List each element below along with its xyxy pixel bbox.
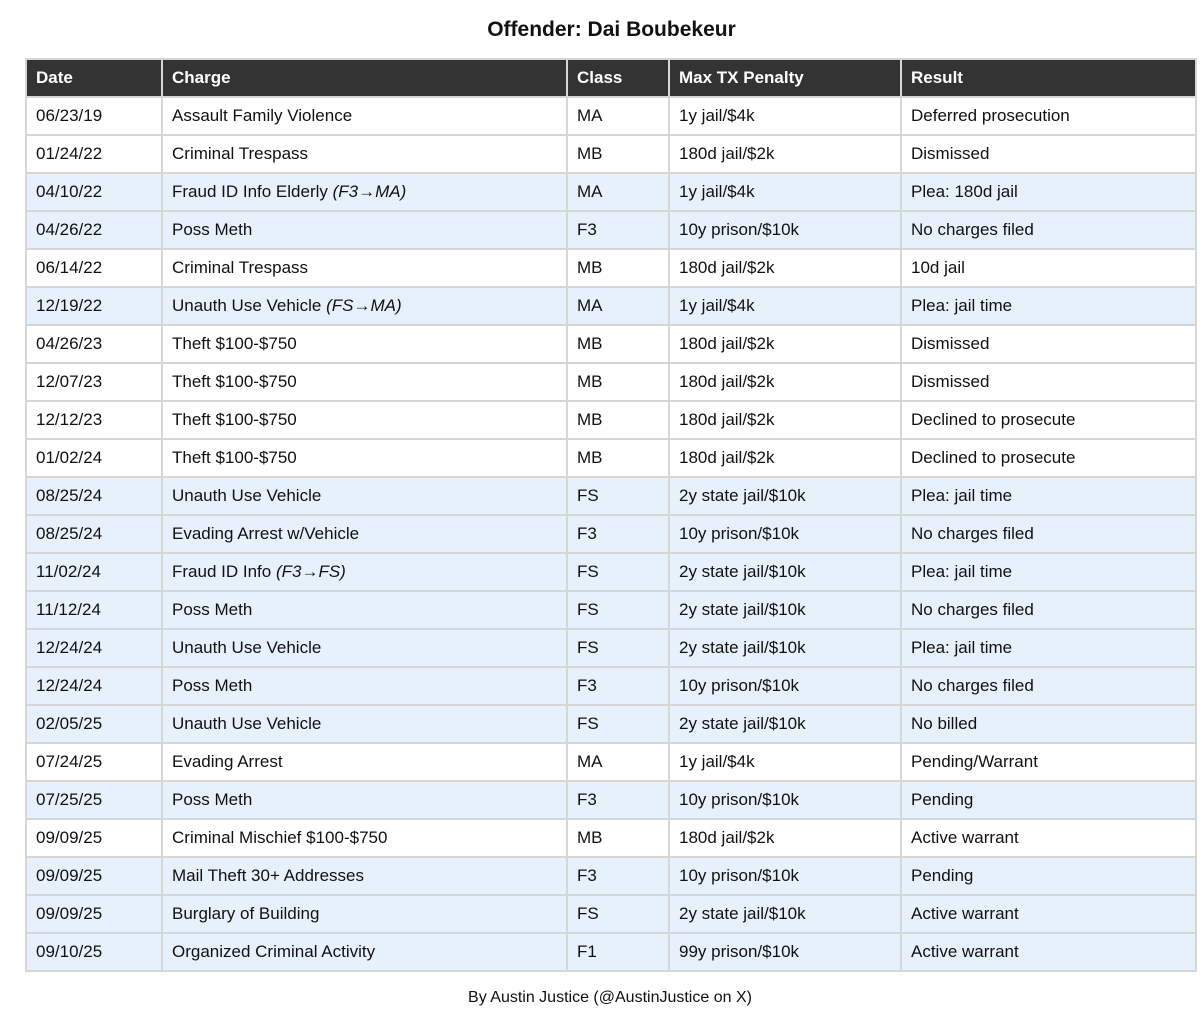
table-row [26,705,1196,743]
cell-charge [162,667,567,705]
charge-text: Criminal Trespass [172,144,309,163]
cell-result: No charges filed [901,515,1196,553]
cell-charge [162,629,567,667]
cell-charge [162,135,567,173]
cell-result: Declined to prosecute [901,401,1196,439]
table-row [26,173,1196,211]
cell-max-penalty: 180d jail/$2k [669,135,901,173]
charge-text: Evading Arrest w/Vehicle [172,524,360,543]
table-row [26,553,1196,591]
table-row [26,249,1196,287]
table-row [26,629,1196,667]
cell-charge [162,173,567,211]
cell-max-penalty: 10y prison/$10k [669,667,901,705]
cell-class: MA [567,743,669,781]
cell-charge [162,781,567,819]
cell-class: MB [567,401,669,439]
cell-date: 04/26/23 [26,325,162,363]
cell-date: 04/26/22 [26,211,162,249]
charge-text: Poss Meth [172,790,253,809]
cell-charge [162,705,567,743]
cell-max-penalty: 2y state jail/$10k [669,553,901,591]
cell-max-penalty: 1y jail/$4k [669,97,901,135]
charge-text: Unauth Use Vehicle [172,296,322,315]
cell-max-penalty: 180d jail/$2k [669,363,901,401]
cell-result: Pending [901,857,1196,895]
charge-text: Unauth Use Vehicle [172,714,322,733]
cell-date: 06/14/22 [26,249,162,287]
cell-result: Plea: jail time [901,553,1196,591]
cell-result: Plea: jail time [901,477,1196,515]
cell-result: No charges filed [901,211,1196,249]
cell-class: F1 [567,933,669,971]
charge-reduction-note: (F3→FS) [275,562,346,581]
cell-date: 08/25/24 [26,477,162,515]
cell-class: MB [567,325,669,363]
table-row [26,401,1196,439]
charge-text: Organized Criminal Activity [172,942,376,961]
cell-class: MB [567,363,669,401]
cell-result: Deferred prosecution [901,97,1196,135]
cell-class: MB [567,249,669,287]
cell-date: 02/05/25 [26,705,162,743]
cell-charge [162,743,567,781]
attribution-footer: By Austin Justice (@AustinJustice on X) [468,989,752,1006]
cell-class: F3 [567,781,669,819]
charge-reduction-note: (F3→MA) [332,182,407,201]
charge-text: Criminal Trespass [172,258,309,277]
cell-class: FS [567,477,669,515]
cell-max-penalty: 1y jail/$4k [669,173,901,211]
cell-max-penalty: 1y jail/$4k [669,743,901,781]
cell-charge [162,363,567,401]
cell-class: FS [567,629,669,667]
charge-text: Criminal Mischief $100-$750 [172,828,388,847]
cell-result: Plea: jail time [901,287,1196,325]
table-row [26,211,1196,249]
cell-max-penalty: 2y state jail/$10k [669,591,901,629]
table-row [26,325,1196,363]
cell-charge [162,515,567,553]
cell-class: MB [567,135,669,173]
cell-charge [162,857,567,895]
table-row [26,591,1196,629]
cell-date: 09/10/25 [26,933,162,971]
cell-date: 12/19/22 [26,287,162,325]
cell-class: F3 [567,857,669,895]
charge-text: Theft $100-$750 [172,448,297,467]
table-row [26,439,1196,477]
cell-max-penalty: 2y state jail/$10k [669,477,901,515]
charge-text: Poss Meth [172,600,253,619]
cell-result: Pending [901,781,1196,819]
charge-text: Theft $100-$750 [172,334,297,353]
table-row [26,135,1196,173]
column-header-max-penalty: Max TX Penalty [669,59,901,97]
cell-charge [162,819,567,857]
offense-table [25,58,1197,972]
cell-class: FS [567,591,669,629]
cell-max-penalty: 2y state jail/$10k [669,705,901,743]
cell-date: 09/09/25 [26,857,162,895]
charge-text: Evading Arrest [172,752,283,771]
cell-charge [162,895,567,933]
table-row [26,97,1196,135]
cell-charge [162,933,567,971]
cell-result: Dismissed [901,135,1196,173]
cell-max-penalty: 10y prison/$10k [669,857,901,895]
charge-text: Theft $100-$750 [172,410,297,429]
cell-date: 09/09/25 [26,819,162,857]
cell-charge [162,325,567,363]
cell-result: 10d jail [901,249,1196,287]
table-row [26,477,1196,515]
table-row [26,515,1196,553]
cell-max-penalty: 10y prison/$10k [669,781,901,819]
cell-result: No charges filed [901,591,1196,629]
cell-max-penalty: 180d jail/$2k [669,401,901,439]
cell-class: MA [567,97,669,135]
cell-class: MA [567,287,669,325]
cell-charge [162,249,567,287]
cell-date: 11/02/24 [26,553,162,591]
table-row [26,895,1196,933]
cell-date: 09/09/25 [26,895,162,933]
cell-max-penalty: 99y prison/$10k [669,933,901,971]
cell-date: 08/25/24 [26,515,162,553]
column-header-date: Date [26,59,162,97]
table-row [26,743,1196,781]
cell-date: 01/24/22 [26,135,162,173]
table-row [26,857,1196,895]
cell-date: 11/12/24 [26,591,162,629]
cell-result: No billed [901,705,1196,743]
cell-max-penalty: 10y prison/$10k [669,211,901,249]
charge-text: Assault Family Violence [172,106,353,125]
column-header-charge: Charge [162,59,567,97]
table-row [26,819,1196,857]
cell-date: 07/24/25 [26,743,162,781]
cell-result: Plea: jail time [901,629,1196,667]
cell-date: 12/07/23 [26,363,162,401]
charge-text: Unauth Use Vehicle [172,638,322,657]
cell-date: 12/24/24 [26,629,162,667]
charge-text: Poss Meth [172,676,253,695]
cell-class: FS [567,895,669,933]
charge-text: Mail Theft 30+ Addresses [172,866,364,885]
cell-class: MB [567,819,669,857]
table-row [26,667,1196,705]
cell-max-penalty: 2y state jail/$10k [669,895,901,933]
cell-class: MA [567,173,669,211]
table-body [26,97,1196,971]
column-header-result: Result [901,59,1196,97]
table-row [26,781,1196,819]
cell-max-penalty: 180d jail/$2k [669,249,901,287]
cell-date: 01/02/24 [26,439,162,477]
charge-text: Fraud ID Info [172,562,272,581]
cell-date: 06/23/19 [26,97,162,135]
table-row [26,933,1196,971]
cell-max-penalty: 1y jail/$4k [669,287,901,325]
cell-class: F3 [567,515,669,553]
cell-class: F3 [567,667,669,705]
cell-result: Plea: 180d jail [901,173,1196,211]
table-header-row [26,59,1196,97]
cell-charge [162,591,567,629]
column-header-class: Class [567,59,669,97]
cell-date: 12/12/23 [26,401,162,439]
cell-result: Declined to prosecute [901,439,1196,477]
cell-class: F3 [567,211,669,249]
cell-date: 04/10/22 [26,173,162,211]
table-row [26,287,1196,325]
cell-charge [162,401,567,439]
cell-max-penalty: 180d jail/$2k [669,819,901,857]
charge-text: Poss Meth [172,220,253,239]
cell-result: Active warrant [901,933,1196,971]
cell-charge [162,553,567,591]
table-row [26,363,1196,401]
cell-class: FS [567,705,669,743]
cell-class: MB [567,439,669,477]
cell-charge [162,211,567,249]
cell-max-penalty: 2y state jail/$10k [669,629,901,667]
cell-max-penalty: 180d jail/$2k [669,325,901,363]
cell-result: Active warrant [901,895,1196,933]
cell-result: Active warrant [901,819,1196,857]
cell-charge [162,477,567,515]
cell-date: 12/24/24 [26,667,162,705]
cell-result: Dismissed [901,363,1196,401]
cell-result: Pending/Warrant [901,743,1196,781]
cell-max-penalty: 180d jail/$2k [669,439,901,477]
cell-result: No charges filed [901,667,1196,705]
charge-reduction-note: (FS→MA) [326,296,402,315]
charge-text: Burglary of Building [172,904,320,923]
charge-text: Unauth Use Vehicle [172,486,322,505]
page-title: Offender: Dai Boubekeur [487,18,736,41]
cell-date: 07/25/25 [26,781,162,819]
cell-max-penalty: 10y prison/$10k [669,515,901,553]
cell-class: FS [567,553,669,591]
cell-charge [162,97,567,135]
cell-result: Dismissed [901,325,1196,363]
cell-charge [162,439,567,477]
charge-text: Fraud ID Info Elderly [172,182,328,201]
cell-charge [162,287,567,325]
charge-text: Theft $100-$750 [172,372,297,391]
